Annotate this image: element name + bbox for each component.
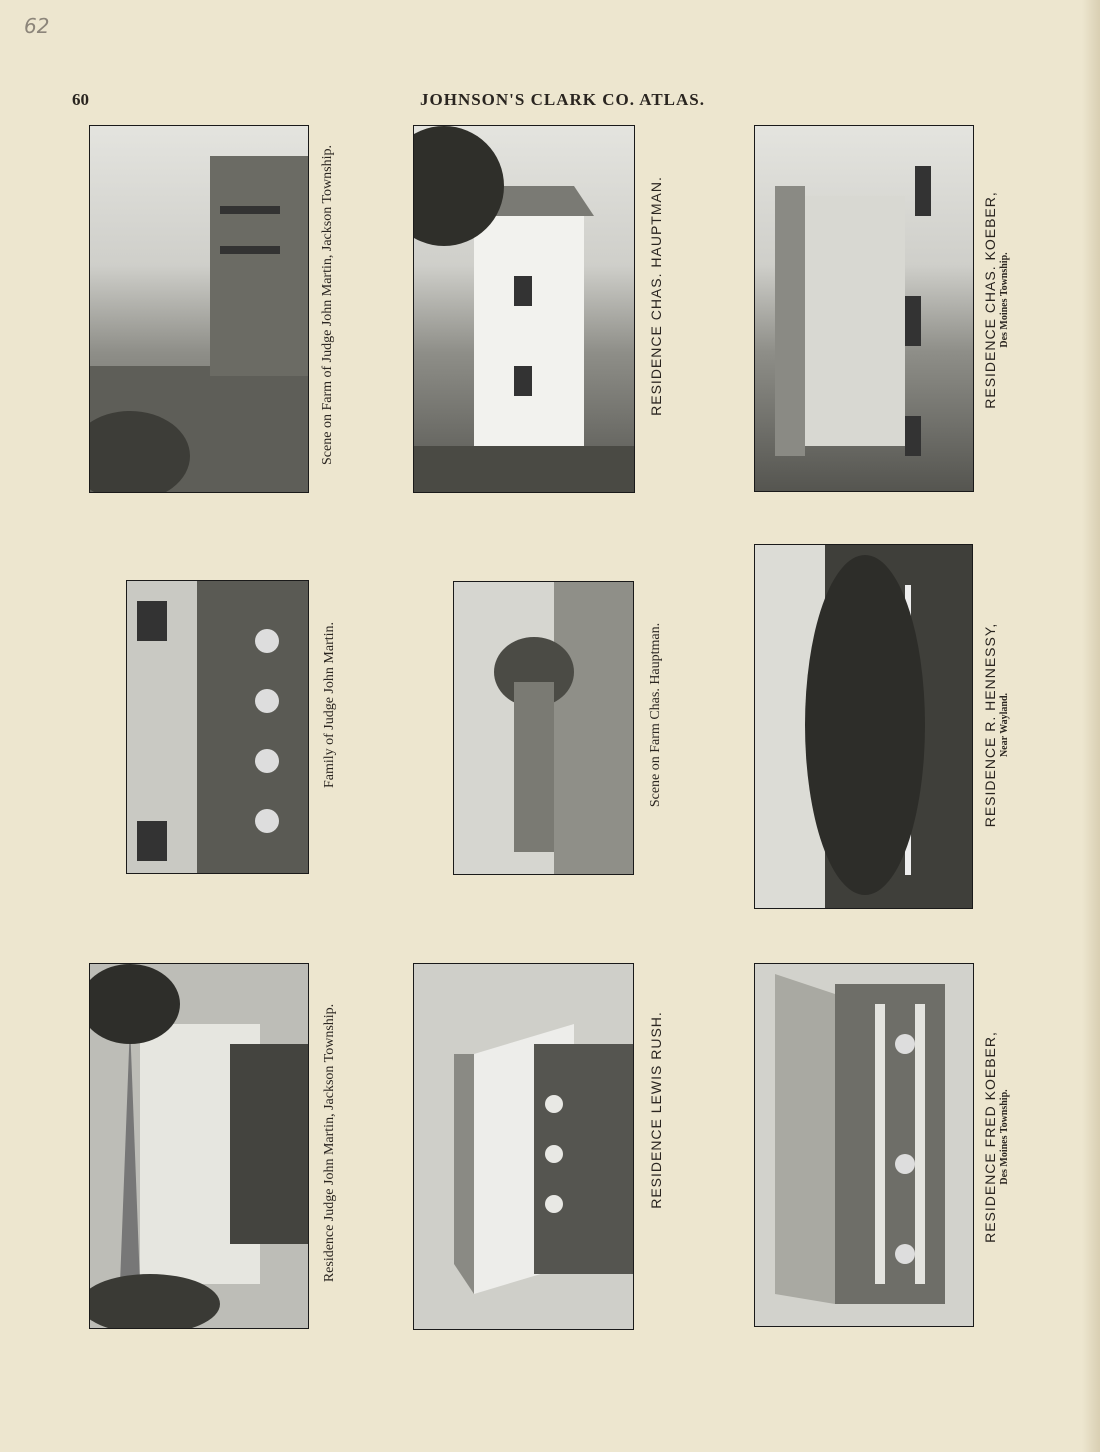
caption-text: Residence Judge John Martin, Jackson Township. <box>322 1003 337 1283</box>
caption-text: RESIDENCE R. HENNESSY, <box>982 622 998 828</box>
caption-text: RESIDENCE FRED KOEBER, <box>982 1031 998 1243</box>
caption-subtitle: Near Wayland. <box>999 692 1010 758</box>
atlas-title: JOHNSON'S CLARK CO. ATLAS. <box>420 90 705 109</box>
photo-residence-chas-koeber <box>754 125 974 492</box>
photo-family-judge-martin <box>126 580 309 874</box>
caption-text: Scene on Farm of Judge John Martin, Jackson Township. <box>320 145 335 465</box>
page-number: 60 <box>72 90 89 109</box>
photo-residence-hauptman <box>413 125 635 493</box>
photo-farm-hauptman <box>453 581 634 875</box>
caption-residence-hauptman <box>648 146 664 446</box>
page-edge <box>1082 0 1100 1452</box>
pencil-page-note: 62 <box>24 14 50 38</box>
caption-residence-fred-koeber <box>982 1012 1010 1262</box>
caption-farm-judge-martin <box>320 124 336 486</box>
caption-residence-lewis-rush <box>648 990 664 1230</box>
caption-family-judge-martin <box>322 605 338 805</box>
photo-residence-lewis-rush <box>413 963 634 1330</box>
caption-residence-judge-martin <box>322 962 338 1324</box>
caption-text: Scene on Farm Chas. Hauptman. <box>648 622 663 808</box>
photo-farm-judge-martin <box>89 125 309 493</box>
caption-subtitle: Des Moines Township. <box>999 1089 1010 1185</box>
caption-residence-hennessy <box>982 615 1010 835</box>
photo-residence-judge-martin <box>89 963 309 1329</box>
caption-text: RESIDENCE CHAS. HAUPTMAN. <box>648 176 664 416</box>
photo-residence-fred-koeber <box>754 963 974 1327</box>
caption-farm-hauptman <box>648 605 664 825</box>
caption-text: RESIDENCE LEWIS RUSH. <box>648 1011 664 1209</box>
caption-text: Family of Judge John Martin. <box>322 621 337 789</box>
caption-text: RESIDENCE CHAS. KOEBER, <box>982 191 998 409</box>
caption-residence-chas-koeber <box>982 180 1010 420</box>
caption-subtitle: Des Moines Township. <box>999 252 1010 348</box>
photo-residence-hennessy <box>754 544 973 909</box>
